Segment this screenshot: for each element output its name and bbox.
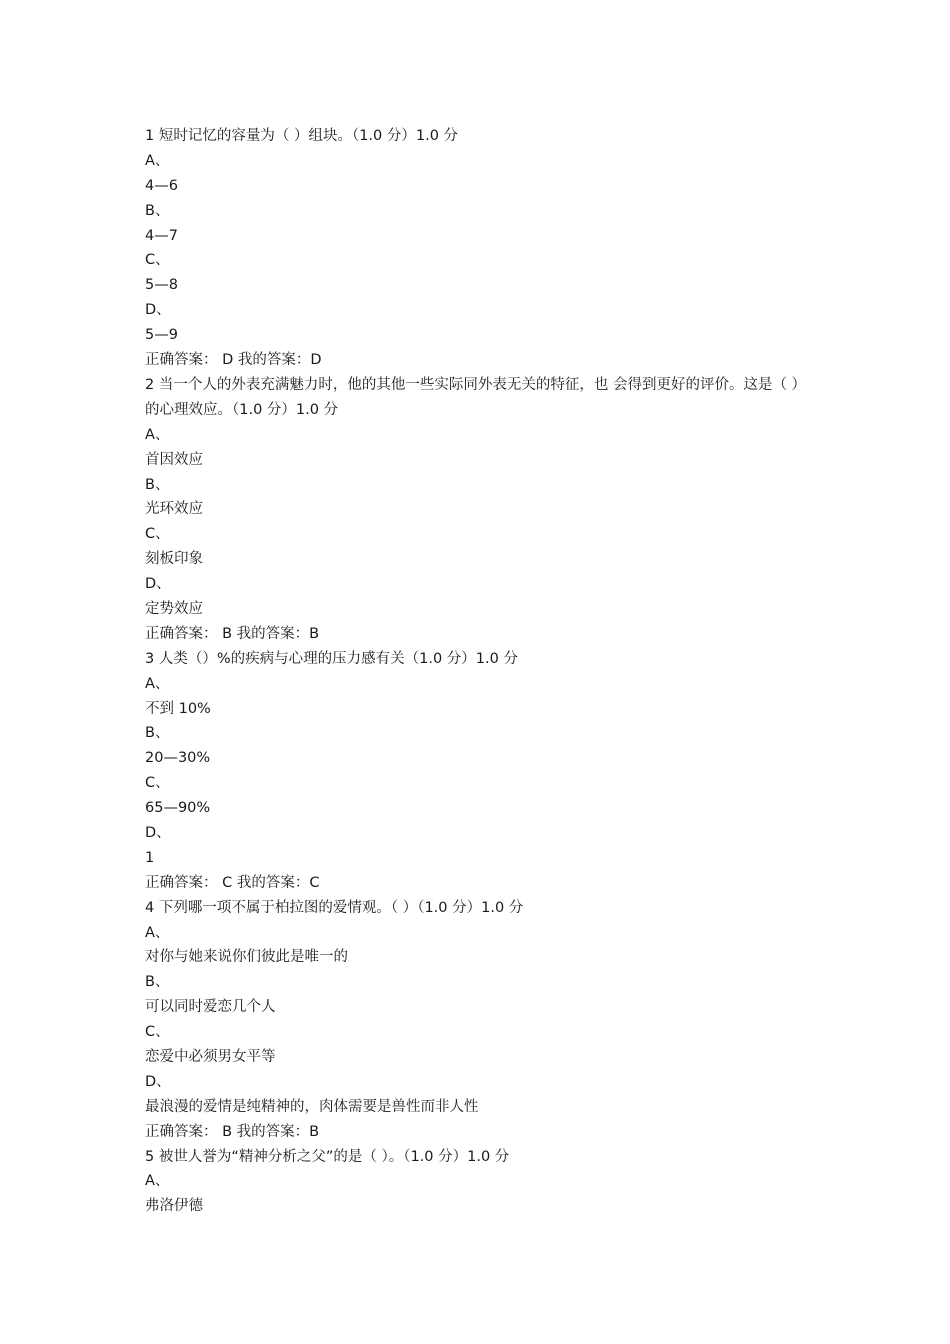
- question-5-stem: 5 被世人誉为“精神分析之父”的是（ ）。（1.0 分）1.0 分: [145, 1148, 510, 1165]
- q4-option-a-text: 对你与她来说你们彼此是唯一的: [145, 949, 348, 966]
- q1-option-d-text: 5—9: [145, 327, 178, 344]
- q3-option-d-label: D、: [145, 824, 171, 841]
- q4-option-b-text: 可以同时爱恋几个人: [145, 999, 276, 1016]
- q3-option-a-text: 不到 10%: [145, 700, 211, 717]
- q1-option-b-text: 4—7: [145, 227, 178, 244]
- q1-option-a-label: A、: [145, 152, 170, 169]
- q3-option-c-text: 65—90%: [145, 800, 211, 817]
- question-2-stem: 2 当一个人的外表充满魅力时，他的其他一些实际同外表无关的特征，也 会得到更好的评价。这是（ ）的心理效应。（1.0 分）1.0 分: [145, 376, 807, 418]
- q4-answer: 正确答案： B 我的答案：B: [145, 1123, 320, 1140]
- q3-option-b-text: 20—30%: [145, 750, 211, 767]
- q2-option-b-label: B、: [145, 476, 170, 493]
- q1-option-c-label: C、: [145, 252, 170, 269]
- q2-option-a-text: 首因效应: [145, 451, 203, 468]
- q4-option-d-label: D、: [145, 1073, 171, 1090]
- question-4-stem: 4 下列哪一项不属于柏拉图的爱情观。（ ）（1.0 分）1.0 分: [145, 899, 524, 916]
- q4-option-c-text: 恋爱中必须男女平等: [145, 1048, 276, 1065]
- q1-option-d-label: D、: [145, 302, 171, 319]
- q1-option-c-text: 5—8: [145, 277, 178, 294]
- q5-option-a-label: A、: [145, 1173, 170, 1190]
- q4-option-a-label: A、: [145, 924, 170, 941]
- question-3-stem: 3 人类（）%的疾病与心理的压力感有关（1.0 分）1.0 分: [145, 650, 518, 667]
- q3-option-c-label: C、: [145, 775, 170, 792]
- q2-option-d-label: D、: [145, 576, 171, 593]
- q3-answer: 正确答案： C 我的答案：C: [145, 874, 320, 891]
- q3-option-b-label: B、: [145, 725, 170, 742]
- q3-option-a-label: A、: [145, 675, 170, 692]
- q2-option-c-label: C、: [145, 526, 170, 543]
- q2-answer: 正确答案： B 我的答案：B: [145, 625, 320, 642]
- q2-option-a-label: A、: [145, 426, 170, 443]
- q3-option-d-text: 1: [145, 849, 155, 866]
- q1-answer: 正确答案： D 我的答案：D: [145, 352, 322, 369]
- q2-option-c-text: 刻板印象: [145, 551, 203, 568]
- q1-option-b-label: B、: [145, 202, 170, 219]
- q4-option-c-label: C、: [145, 1024, 170, 1041]
- q5-option-a-text: 弗洛伊德: [145, 1198, 203, 1215]
- q2-option-d-text: 定势效应: [145, 600, 203, 617]
- question-1-stem: 1 短时记忆的容量为（ ）组块。（1.0 分）1.0 分: [145, 128, 459, 144]
- q2-option-b-text: 光环效应: [145, 501, 203, 518]
- q1-option-a-text: 4—6: [145, 177, 178, 194]
- q4-option-d-text: 最浪漫的爱情是纯精神的，肉体需要是兽性而非人性: [145, 1098, 479, 1115]
- document-body: [145, 124, 815, 1219]
- q4-option-b-label: B、: [145, 974, 170, 991]
